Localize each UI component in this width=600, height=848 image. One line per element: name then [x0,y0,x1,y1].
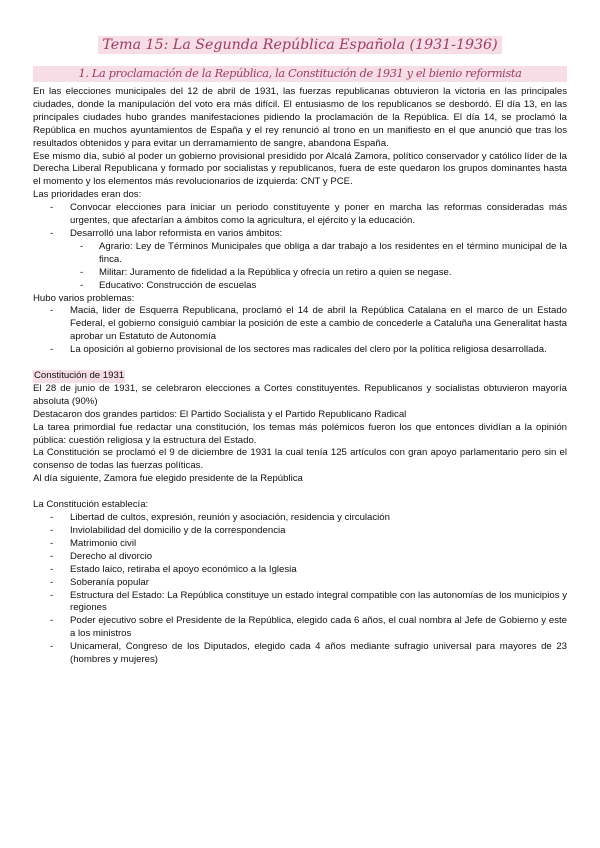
list-item: - Poder ejecutivo sobre el Presidente de la República, elegido cada 6 años, el cual nombra al Jefe de Gobierno y este a los ministros [33,615,567,641]
document-body [33,86,567,667]
spacer [33,486,567,499]
sublist-item: - Educativo: Construcción de escuelas [33,280,567,293]
list-item: - Matrimonio civil [33,538,567,551]
constitution-paragraph-4: La Constitución se proclamó el 9 de diciembre de 1931 la cual tenía 125 artículos con gran apoyo parlamentario pero sin el consenso de todas las fuerzas políticas. [33,447,567,472]
intro-paragraph-2: Ese mismo día, subió al poder un gobierno provisional presidido por Alcalá Zamora, político conservador y católico líder de la Derecha Liberal Republicana y formado por socialistas y republicanos, fuera de este quedaron los grupos dominantes hasta el momento y los elementos más revolucionarios de izquierda: CNT y PCE. [33,150,567,188]
list-item: - Derecho al divorcio [33,551,567,564]
intro-paragraph-1: En las elecciones municipales del 12 de abril de 1931, las fuerzas republicanas obtuvieron la victoria en las principales ciudades, donde la manipulación del voto era más difícil. El entusiasmo de los republicanos se desbordó. El día 13, en las principales ciudades hubo grandes manifestaciones pidiendo la proclamación de la República. El día 14, se proclamó la República en muchos ayuntamientos de España y el rey renunció al trono en un manifiesto en el que anunció que tras los resultados obtenidos y para evitar un derramamiento de sangre, abandona España. [33,86,567,149]
list-item [33,228,567,293]
priorities-list [33,202,567,292]
section-subtitle: 1. La proclamación de la República, la Constitución de 1931 y el bienio reformista [33,66,567,82]
list-item: - Estado laico, retiraba el apoyo económico a la Iglesia [33,564,567,577]
constitution-list [33,512,567,667]
title-wrapper [33,36,567,54]
list-item: - Maciá, lider de Esquerra Republicana, proclamó el 14 de abril la República Catalana en el marco de un Estado Federal, el gobierno consiguió cambiar la posición de este a cambio de concederle a Cataluña una Generalitat hasta aprobar un Estatuto de Autonomía [33,305,567,344]
spacer [33,357,567,370]
list-item: - La oposición al gobierno provisional de los sectores mas radicales del clero por la política religiosa desarrollada. [33,344,567,357]
list-item [33,202,567,228]
list-item: - Estructura del Estado: La República constituye un estado integral compatible con las autonomías de los municipios y regiones [33,590,567,616]
constitution-paragraph-2: Destacaron dos grandes partidos: El Partido Socialista y el Partido Republicano Radical [33,408,407,420]
constitution-paragraph-1: El 28 de junio de 1931, se celebraron elecciones a Cortes constituyentes. Republicanos y socialistas obtuvieron mayoría absoluta (90%) [33,382,567,407]
list-item: - Inviolabilidad del domicilio y de la correspondencia [33,525,567,538]
problems-heading: Hubo varios problemas: [33,292,135,304]
constitution-heading: Constitución de 1931 [34,370,125,382]
constitution-list-heading: La Constitución establecía: [33,499,149,511]
list-item-text: Convocar elecciones para iniciar un periodo constituyente y poner en marcha las reformas consideradas más urgentes, que afectarían a ámbitos como la agricultura, el ejército y la educación. [70,202,567,227]
sublist-item: - Agrario: Ley de Términos Municipales que obliga a dar trabajo a los residentes en el término municipal de la finca. [33,241,567,267]
list-item-text: Desarrolló una labor reformista en varios ámbitos: [70,227,283,239]
list-item: - Soberanía popular [33,577,567,590]
list-item: - Libertad de cultos, expresión, reunión y asociación, residencia y circulación [33,512,567,525]
priorities-heading: Las prioridades eran dos: [33,189,142,201]
problems-list [33,305,567,357]
constitution-paragraph-5: Al día siguiente, Zamora fue elegido presidente de la República [33,473,303,485]
constitution-paragraph-3: La tarea primordial fue redactar una constitución, los temas más polémicos fueron los que entonces dividían a la opinión pública: cuestión religiosa y la estructura del Estado. [33,421,567,446]
list-item: - Unicameral, Congreso de los Diputados, elegido cada 4 años mediante sufragio universal para mayores de 23 (hombres y mujeres) [33,641,567,667]
constitution-heading-line [33,370,567,383]
page-title: Tema 15: La Segunda República Española (1931-1936) [98,36,501,54]
sublist-item: - Militar: Juramento de fidelidad a la República y ofrecía un retiro a quien se negase. [33,267,567,280]
reform-sublist [70,241,567,293]
